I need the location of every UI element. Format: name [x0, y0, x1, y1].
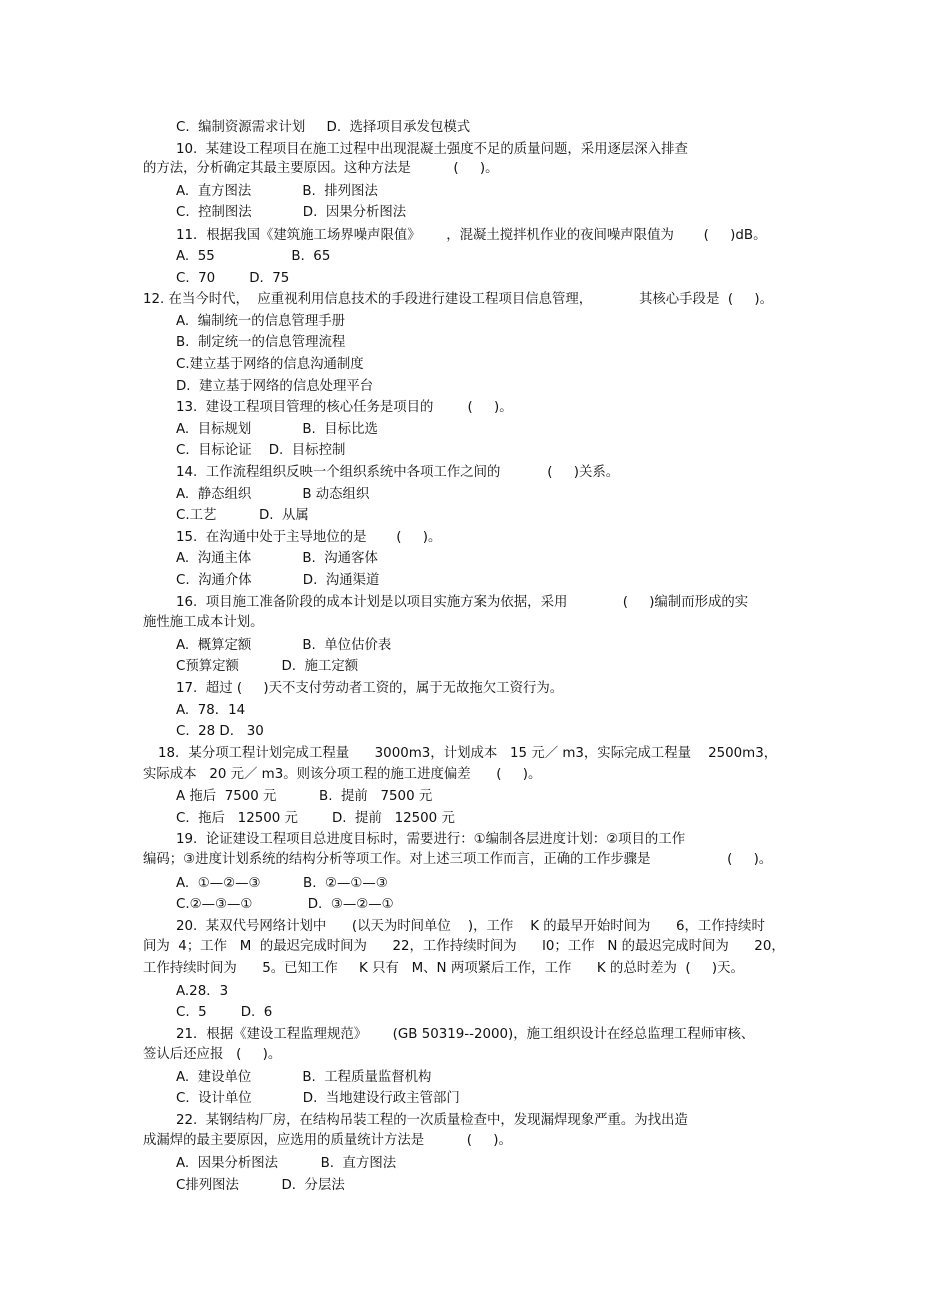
text-line: 20. 某双代号网络计划中 (以天为时间单位 )，工作 K 的最早开始时间为 6，工作持续时 — [176, 919, 765, 934]
text-line: A. 因果分析图法 B. 直方图法 — [176, 1156, 397, 1171]
text-line: B. 制定统一的信息管理流程 — [176, 335, 346, 350]
text-line: 11．根据我国《建筑施工场界噪声限值》 ，混凝土搅拌机作业的夜间噪声限值为 ( )dB。 — [176, 228, 767, 243]
text-line: 签认后还应报 ( )。 — [143, 1047, 282, 1062]
text-line: C. 设计单位 D. 当地建设行政主管部门 — [176, 1091, 460, 1106]
text-line: 16. 项目施工准备阶段的成本计划是以项目实施方案为依据，采用 ( )编制而形成的实 — [176, 595, 749, 610]
text-line: A. 概算定额 B. 单位估价表 — [176, 638, 392, 653]
text-line: 编码；③进度计划系统的结构分析等项工作。对上述三项工作而言，正确的工作步骤是 ( )。 — [143, 852, 773, 867]
text-line: C. 5 D. 6 — [176, 1005, 273, 1020]
text-line: A. 静态组织 B 动态组织 — [176, 487, 370, 502]
text-line: A. 直方图法 B. 排列图法 — [176, 184, 378, 199]
text-line: C. 目标论证 D. 目标控制 — [176, 443, 346, 458]
text-line: 成漏焊的最主要原因，应选用的质量统计方法是 ( )。 — [143, 1133, 512, 1148]
text-line: A. 78．14 — [176, 703, 246, 718]
text-line: A.28．3 — [176, 984, 229, 999]
text-line: A. 目标规划 B. 目标比选 — [176, 422, 378, 437]
text-line: C排列图法 D. 分层法 — [176, 1178, 345, 1193]
text-line: 14. 工作流程组织反映一个组织系统中各项工作之间的 ( )关系。 — [176, 465, 620, 480]
text-line: C预算定额 D. 施工定额 — [176, 659, 359, 674]
text-line: A. 沟通主体 B. 沟通客体 — [176, 551, 378, 566]
text-line: A 拖后 7500 元 B. 提前 7500 元 — [176, 789, 433, 804]
text-line: 13. 建设工程项目管理的核心任务是项目的 ( )。 — [176, 400, 513, 415]
text-line: 10. 某建设工程项目在施工过程中出现混凝土强度不足的质量问题，采用逐层深入排查 — [176, 142, 688, 157]
text-line: D. 建立基于网络的信息处理平台 — [176, 379, 374, 394]
text-line: C. 70 D. 75 — [176, 271, 290, 286]
text-line: C. 28 D. 30 — [176, 724, 264, 739]
text-line: 施性施工成本计划。 — [143, 615, 264, 630]
text-line: 的方法，分析确定其最主要原因。这种方法是 ( )。 — [143, 161, 499, 176]
text-line: C. 编制资源需求计划 D. 选择项目承发包模式 — [176, 120, 471, 135]
text-line: C. 沟通介体 D. 沟通渠道 — [176, 573, 380, 588]
text-line: 15. 在沟通中处于主导地位的是 ( )。 — [176, 530, 442, 545]
text-line: 19. 论证建设工程项目总进度目标时，需要进行：①编制各层进度计划：②项目的工作 — [176, 832, 686, 847]
text-line: C.②—③—① D. ③—②—① — [176, 897, 394, 912]
text-line: A. 建设单位 B. 工程质量监督机构 — [176, 1070, 432, 1085]
text-line: 22. 某钢结构厂房，在结构吊装工程的一次质量检查中，发现漏焊现象严重。为找出造 — [176, 1113, 688, 1128]
text-line: 12. 在当今时代， 应重视利用信息技术的手段进行建设工程项目信息管理， 其核心手段是 ( )。 — [143, 292, 773, 307]
text-line: A. 编制统一的信息管理手册 — [176, 314, 345, 329]
text-line: 21．根据《建设工程监理规范》 (GB 50319--2000)，施工组织设计在经总监理工程师审核、 — [176, 1027, 755, 1042]
text-line: 18．某分项工程计划完成工程量 3000m3，计划成本 15 元／ m3，实际完成工程量 2500m3， — [158, 746, 778, 761]
text-line: C.工艺 D. 从属 — [176, 508, 309, 523]
text-line: 工作持续时间为 5。已知工作 K 只有 M、N 两项紧后工作，工作 K 的总时差为 ( )天。 — [143, 961, 744, 976]
text-line: 17. 超过 ( )天不支付劳动者工资的，属于无故拖欠工资行为。 — [176, 681, 564, 696]
text-line: A. 55 B. 65 — [176, 249, 331, 264]
text-line: 实际成本 20 元／ m3。则该分项工程的施工进度偏差 ( )。 — [143, 767, 542, 782]
text-line: C. 控制图法 D. 因果分析图法 — [176, 205, 407, 220]
text-line: C. 拖后 12500 元 D. 提前 12500 元 — [176, 811, 455, 826]
text-line: 间为 4；工作 M 的最迟完成时间为 22，工作持续时间为 l0；工作 N 的最迟完成时间为 20， — [143, 939, 785, 954]
text-line: C.建立基于网络的信息沟通制度 — [176, 357, 364, 372]
text-line: A. ①—②—③ B. ②—①—③ — [176, 876, 388, 891]
